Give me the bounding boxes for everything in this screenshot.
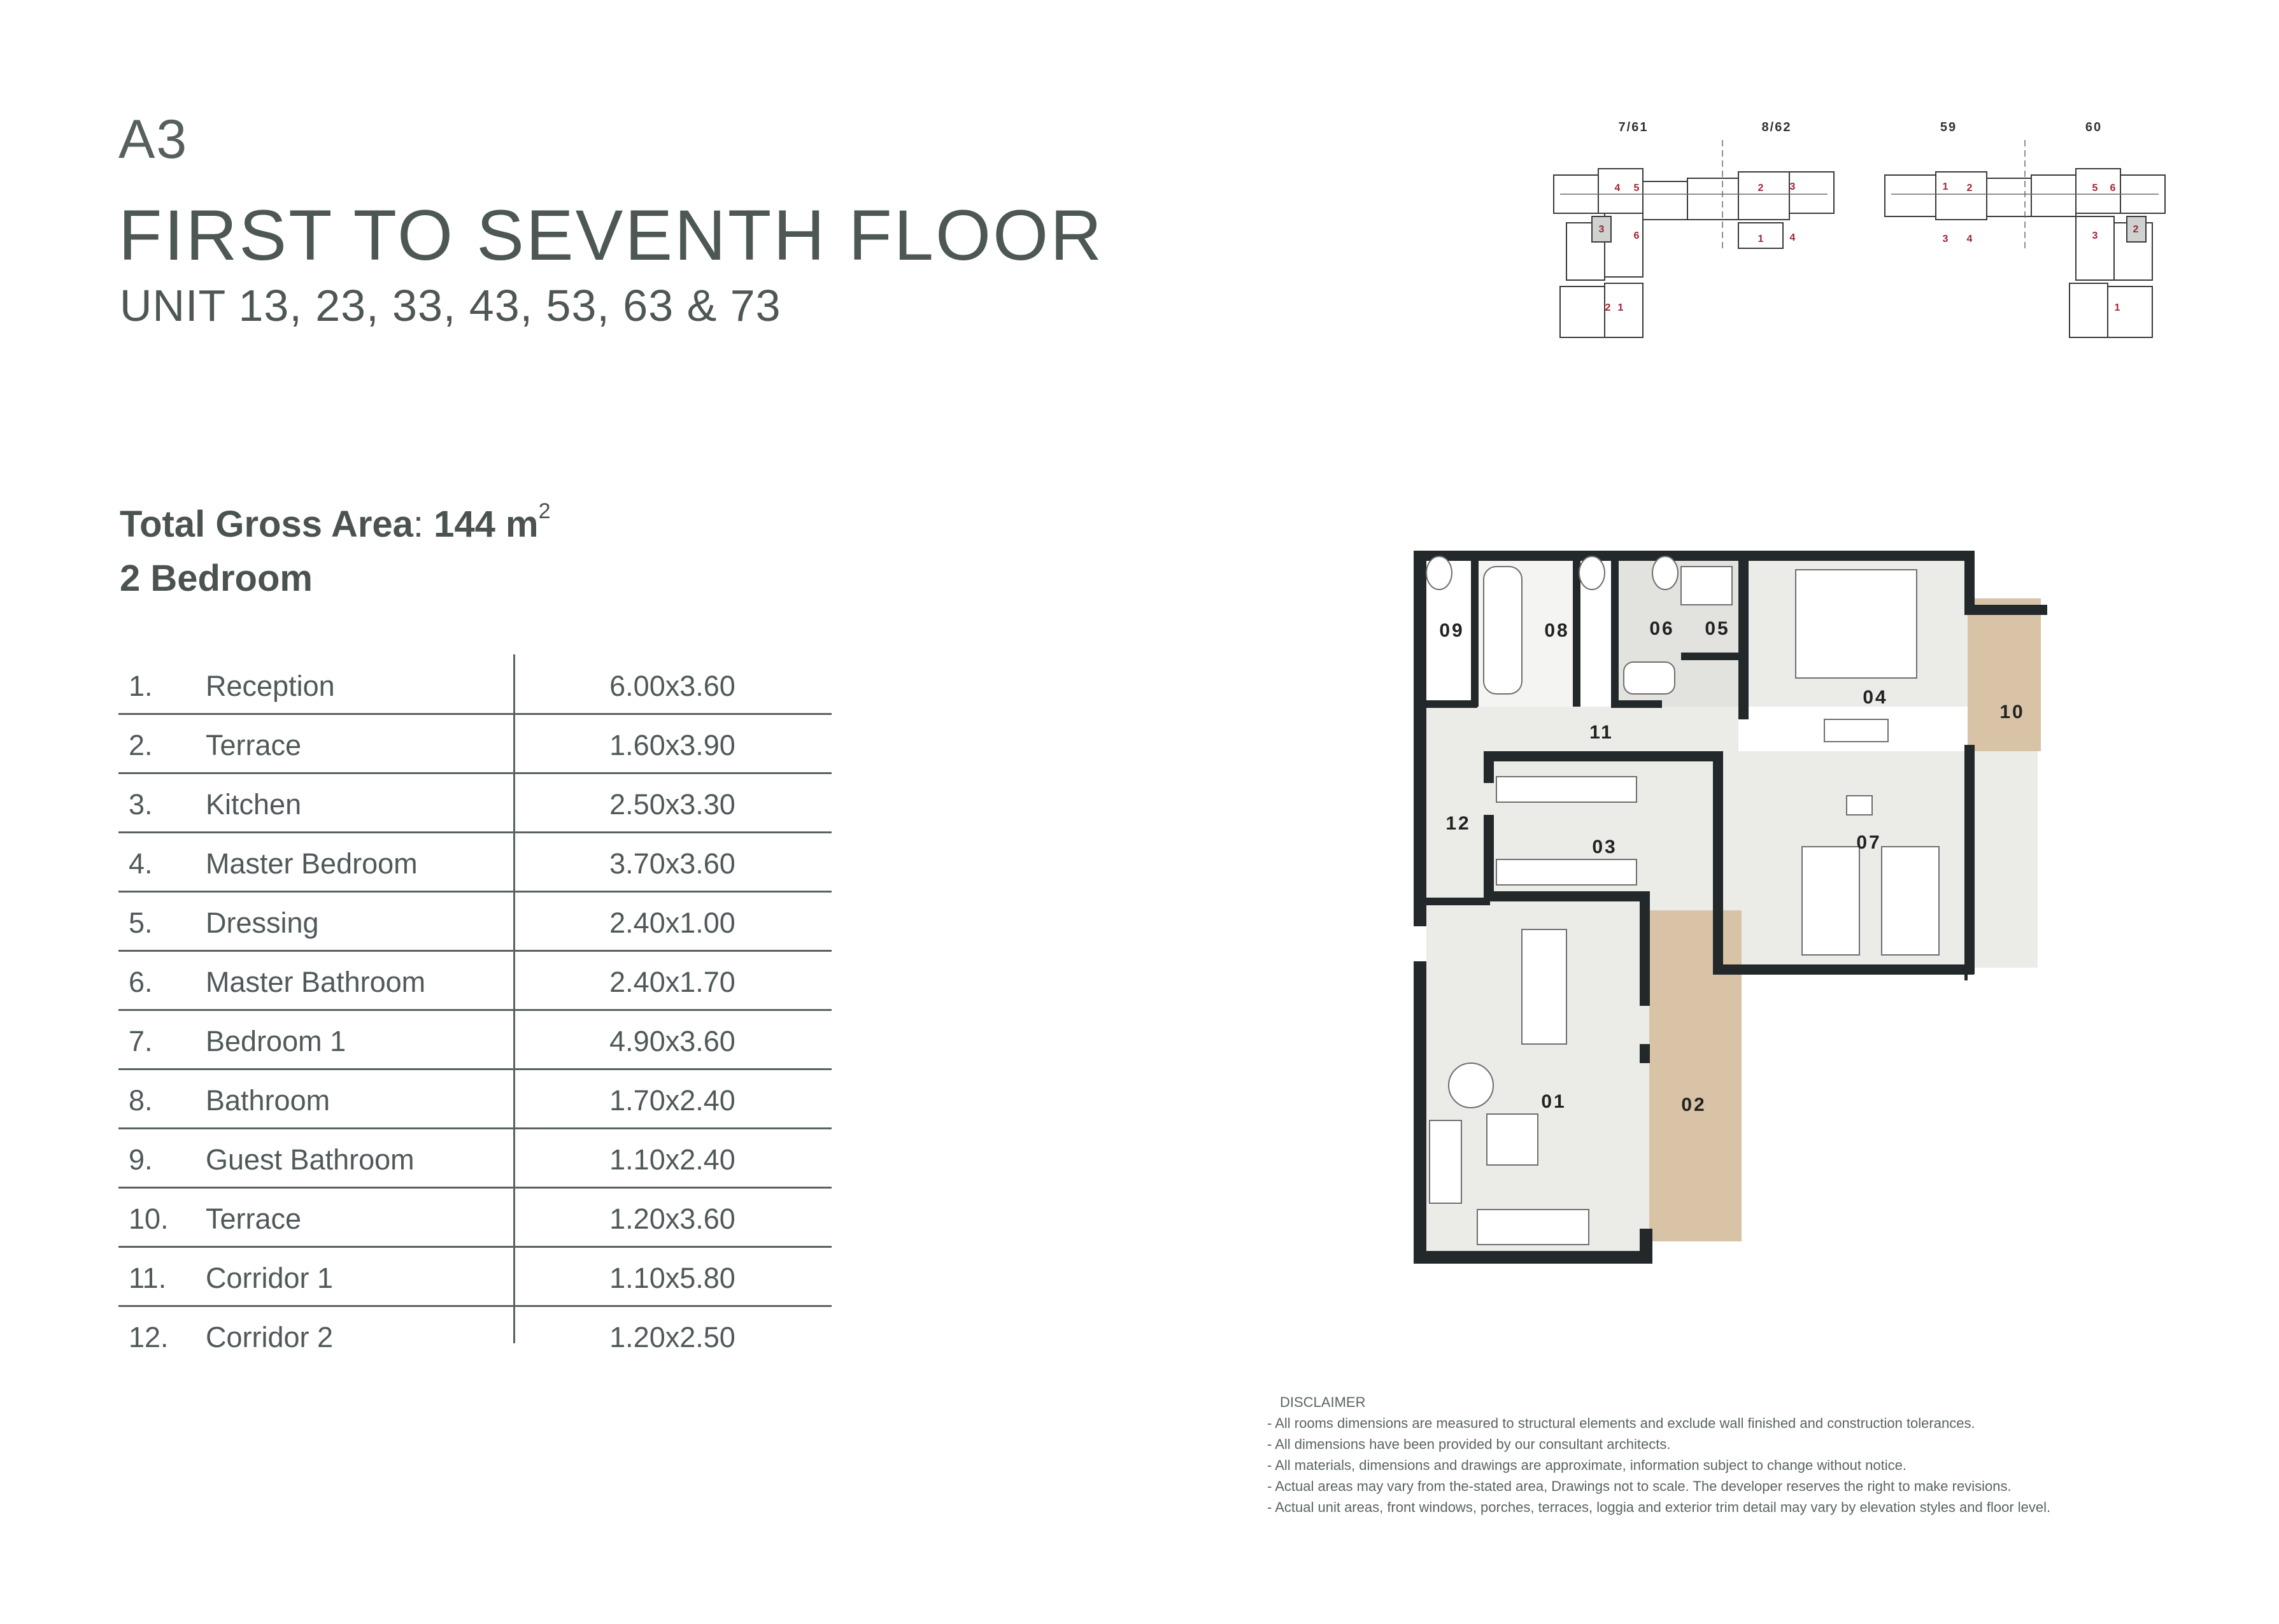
room-dimensions: 2.40x1.00 [609,907,735,939]
side-sofa [1430,1120,1461,1203]
room-label: 11 [1589,722,1614,743]
room-name: Guest Bathroom [206,1143,415,1176]
keyplan-unit-number: 2 [1966,183,1973,194]
keyplan-unit-number: 4 [1966,234,1973,244]
room-label: 12 [1445,813,1471,834]
room-number: 1. [129,670,153,702]
room-dimensions: 4.90x3.60 [609,1025,735,1057]
wall [1414,551,1426,926]
area-label: Total Gross Area [120,504,413,545]
disclaimer-line: - Actual unit areas, front windows, porches, terraces, loggia and exterior trim detail may vary by elevation styles and floor level. [1267,1499,2051,1515]
room-name: Terrace [206,1203,302,1235]
room-label: 01 [1541,1091,1566,1112]
wall [1640,1229,1652,1264]
table-row [118,774,832,833]
keyplan-unit-outline [1789,172,1834,213]
wall [1414,1251,1652,1264]
keyplan-unit-outline [1738,172,1789,220]
shower-tray [1624,662,1675,694]
kitchen-counter [1496,859,1636,885]
wall [1414,961,1426,1264]
keyplan-label: 59 [1940,120,1957,134]
wall [1484,751,1494,783]
keyplan-unit-number: 2 [1757,183,1764,194]
keyplan-unit-number: 2 [2133,224,2139,235]
wall [1471,554,1479,707]
keyplan-unit-outline [1560,286,1605,337]
wall [1640,891,1650,1006]
area-value: 144 m [434,504,539,545]
keyplan-unit-outline [2031,175,2076,216]
table-row [118,833,832,893]
room-name: Bedroom 1 [206,1025,346,1057]
room-number: 7. [129,1025,153,1057]
room-name: Terrace [206,729,302,761]
coffee-table [1487,1114,1538,1165]
keyplan-unit-number: 6 [1633,230,1640,241]
total-gross-area [120,499,551,546]
toilet [1652,556,1678,590]
bathtub [1484,567,1522,694]
floor-plan [1401,541,2089,1280]
wall [1681,653,1738,660]
room-name: Master Bedroom [206,847,418,880]
key-plan [1547,115,2184,357]
room-name: Bathroom [206,1084,330,1117]
keyplan-unit-number: 1 [1617,302,1624,313]
keyplan-unit-number: 6 [2110,183,2116,194]
room-name: Master Bathroom [206,966,426,998]
table-row [118,1070,832,1129]
dining-table [1522,929,1566,1044]
room-dimensions: 1.10x5.80 [609,1262,735,1294]
room-number: 4. [129,847,153,880]
chair [1847,796,1872,815]
page-title: FIRST TO SEVENTH FLOOR [118,195,1104,275]
double-bed [1796,570,1917,678]
wall [1414,551,1968,561]
room-label: 02 [1681,1094,1707,1115]
wall [1964,745,1975,974]
disclaimer-line: - All dimensions have been provided by our consultant architects. [1267,1436,1671,1452]
keyplan-unit-number: 4 [1789,232,1796,243]
single-bed [1882,847,1939,955]
table-row [118,715,832,774]
wall [1414,898,1490,905]
wall [1640,1044,1650,1063]
room-label: 10 [1999,702,2025,723]
room-label: 09 [1439,620,1465,641]
wall [1611,700,1662,708]
disclaimer [1267,1392,2050,1518]
kitchen-counter [1496,777,1636,802]
armchair [1449,1063,1493,1108]
keyplan-unit-number: 1 [2114,302,2120,313]
room-name: Corridor 2 [206,1321,334,1353]
keyplan-unit-outline [2070,283,2108,337]
table-row [118,1129,832,1189]
keyplan-unit-number: 3 [1789,181,1796,192]
room-dimensions: 3.70x3.60 [609,847,735,880]
table-row [118,1307,832,1364]
wall [1484,815,1494,891]
room-name: Corridor 1 [206,1262,334,1294]
room-label: 04 [1863,687,1888,708]
wall [1738,554,1749,719]
keyplan-unit-number: 3 [1598,224,1605,235]
room-number: 2. [129,729,153,761]
area-separator: : [413,504,434,545]
room-dimensions: 1.10x2.40 [609,1143,735,1176]
keyplan-unit-number: 4 [1614,183,1621,194]
toilet [1579,556,1605,590]
keyplan-unit-number: 5 [2092,183,2098,194]
room-number: 11. [129,1262,167,1294]
room-dimensions: 1.20x3.60 [609,1203,735,1235]
table-row [118,1248,832,1307]
keyplan-unit-number: 2 [1605,302,1611,313]
wall [1611,554,1619,707]
room-dimensions: 2.50x3.30 [609,788,735,821]
keyplan-label: 60 [2085,120,2103,134]
room-schedule-table [118,656,832,1364]
keyplan-unit-outline [2076,216,2114,280]
room-number: 6. [129,966,153,998]
room-label: 03 [1592,837,1617,858]
single-bed [1802,847,1859,955]
room-dimensions: 1.60x3.90 [609,729,735,761]
table-row [118,656,832,715]
wall [1713,964,1974,975]
room-number: 9. [129,1143,153,1176]
table-row [118,1011,832,1070]
desk [1824,719,1888,742]
disclaimer-line: - All materials, dimensions and drawings are approximate, information subject to change without notice. [1267,1457,1906,1473]
table-row [118,1189,832,1248]
wall [1484,891,1649,901]
keyplan-unit-number: 1 [1757,234,1764,244]
room-dimensions: 1.20x2.50 [609,1321,735,1353]
room-dimensions: 1.70x2.40 [609,1084,735,1117]
room-label: 05 [1705,618,1730,639]
wall [1964,551,1975,611]
wall [1964,605,2047,615]
room-number: 12. [129,1321,169,1353]
toilet [1426,556,1452,590]
keyplan-label: 8/62 [1761,120,1792,134]
room-number: 5. [129,907,153,939]
keyplan-unit-outline [1687,178,1738,220]
room-label: 08 [1544,620,1570,641]
keyplan-unit-number: 3 [1942,234,1949,244]
keyplan-unit-outline [1936,172,1987,220]
room-dimensions: 6.00x3.60 [609,670,735,702]
keyplan-label: 7/61 [1618,120,1649,134]
bedroom-count: 2 Bedroom [120,558,313,599]
disclaimer-heading: DISCLAIMER [1280,1394,1366,1410]
room-label: 07 [1856,832,1882,853]
wardrobe [1681,567,1732,605]
keyplan-unit-outline [1885,175,1936,216]
disclaimer-line: - All rooms dimensions are measured to structural elements and exclude wall finished and construction tolerances. [1267,1415,1975,1431]
disclaimer-line: - Actual areas may vary from the-stated area, Drawings not to scale. The developer reserves the right to make revisions. [1267,1478,2012,1494]
keyplan-unit-number: 3 [2092,230,2098,241]
keyplan-unit-number: 5 [1633,183,1640,194]
keyplan-unit-outline [1643,181,1687,220]
room-number: 3. [129,788,153,821]
wall [1426,700,1477,708]
wall [1713,751,1723,974]
keyplan-unit-number: 1 [1942,181,1949,192]
area-unit-exponent: 2 [538,499,551,523]
room-number: 10. [129,1203,169,1235]
unit-numbers-subtitle: UNIT 13, 23, 33, 43, 53, 63 & 73 [120,281,781,330]
room-number: 8. [129,1084,153,1117]
room-name: Kitchen [206,788,302,821]
sofa [1477,1210,1589,1245]
wall [1484,751,1719,761]
terrace-10-decking [1968,598,2041,751]
table-row [118,893,832,952]
room-name: Reception [206,670,335,702]
room-label: 06 [1649,618,1675,639]
room-name: Dressing [206,907,319,939]
terrace-02-decking [1649,910,1742,1241]
unit-type-code: A3 [118,109,188,170]
room-dimensions: 2.40x1.70 [609,966,735,998]
table-row [118,952,832,1011]
